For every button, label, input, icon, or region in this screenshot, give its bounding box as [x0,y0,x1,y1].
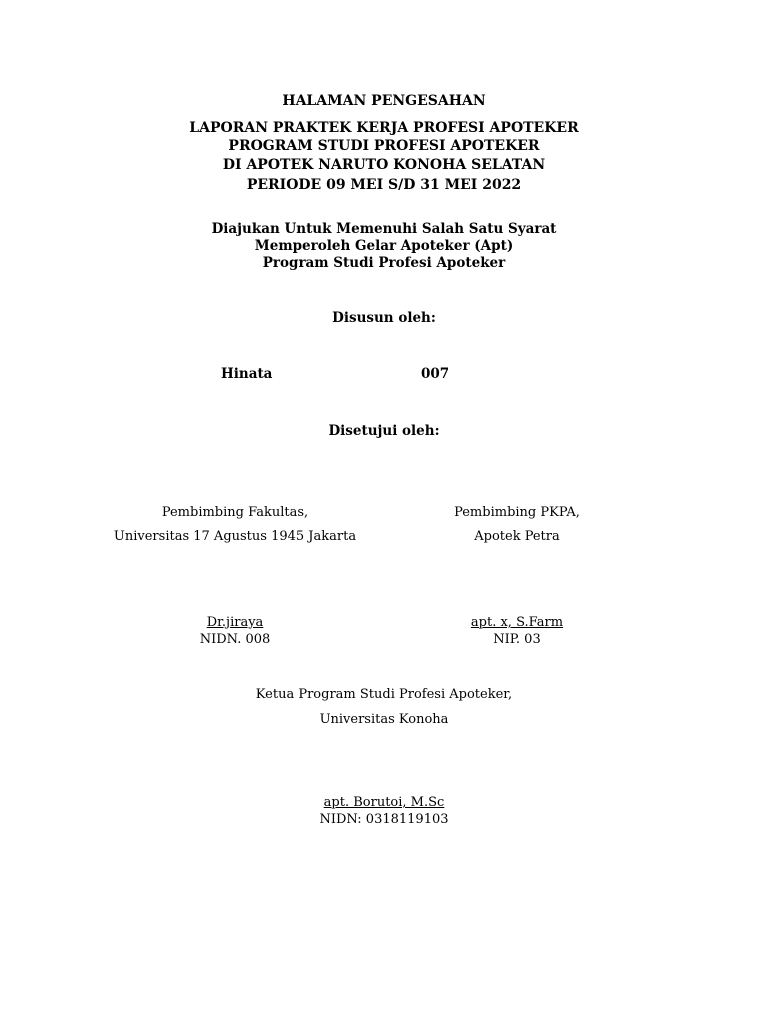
period-title: PERIODE 09 MEI S/D 31 MEI 2022 [246,177,522,193]
head-name-text: apt. Borutoi, M.Sc [323,795,445,810]
faculty-advisor-name-text: Dr.jiraya [206,615,264,630]
location-title: DI APOTEK NARUTO KONOHA SELATAN [222,157,546,173]
page-title: HALAMAN PENGESAHAN [282,93,486,109]
approved-by-label: Disetujui oleh: [328,423,440,439]
pkpa-advisor-name-text: apt. x, S.Farm [470,615,564,630]
purpose-line-1: Diajukan Untuk Memenuhi Salah Satu Syarat [211,221,557,237]
purpose-line-2: Memperoleh Gelar Apoteker (Apt) [254,238,514,254]
faculty-advisor-id: NIDN. 008 [199,632,271,647]
pkpa-advisor-role: Pembimbing PKPA, [454,505,580,520]
head-name [0,794,768,812]
head-institution: Universitas Konoha [319,712,449,727]
faculty-advisor-name [60,614,410,632]
head-id: NIDN: 0318119103 [319,812,449,827]
program-title: PROGRAM STUDI PROFESI APOTEKER [228,138,540,154]
pkpa-advisor-institution: Apotek Petra [474,529,560,544]
pkpa-advisor-id: NIP. 03 [493,632,541,647]
faculty-advisor-institution: Universitas 17 Agustus 1945 Jakarta [113,529,357,544]
head-role: Ketua Program Studi Profesi Apoteker, [255,687,513,702]
report-title: LAPORAN PRAKTEK KERJA PROFESI APOTEKER [189,120,579,136]
faculty-advisor-role: Pembimbing Fakultas, [161,505,309,520]
author-name: Hinata [221,366,273,382]
pkpa-advisor-name [392,614,642,632]
author-id: 007 [421,366,450,382]
purpose-line-3: Program Studi Profesi Apoteker [262,255,506,271]
composed-by-label: Disusun oleh: [332,310,436,326]
